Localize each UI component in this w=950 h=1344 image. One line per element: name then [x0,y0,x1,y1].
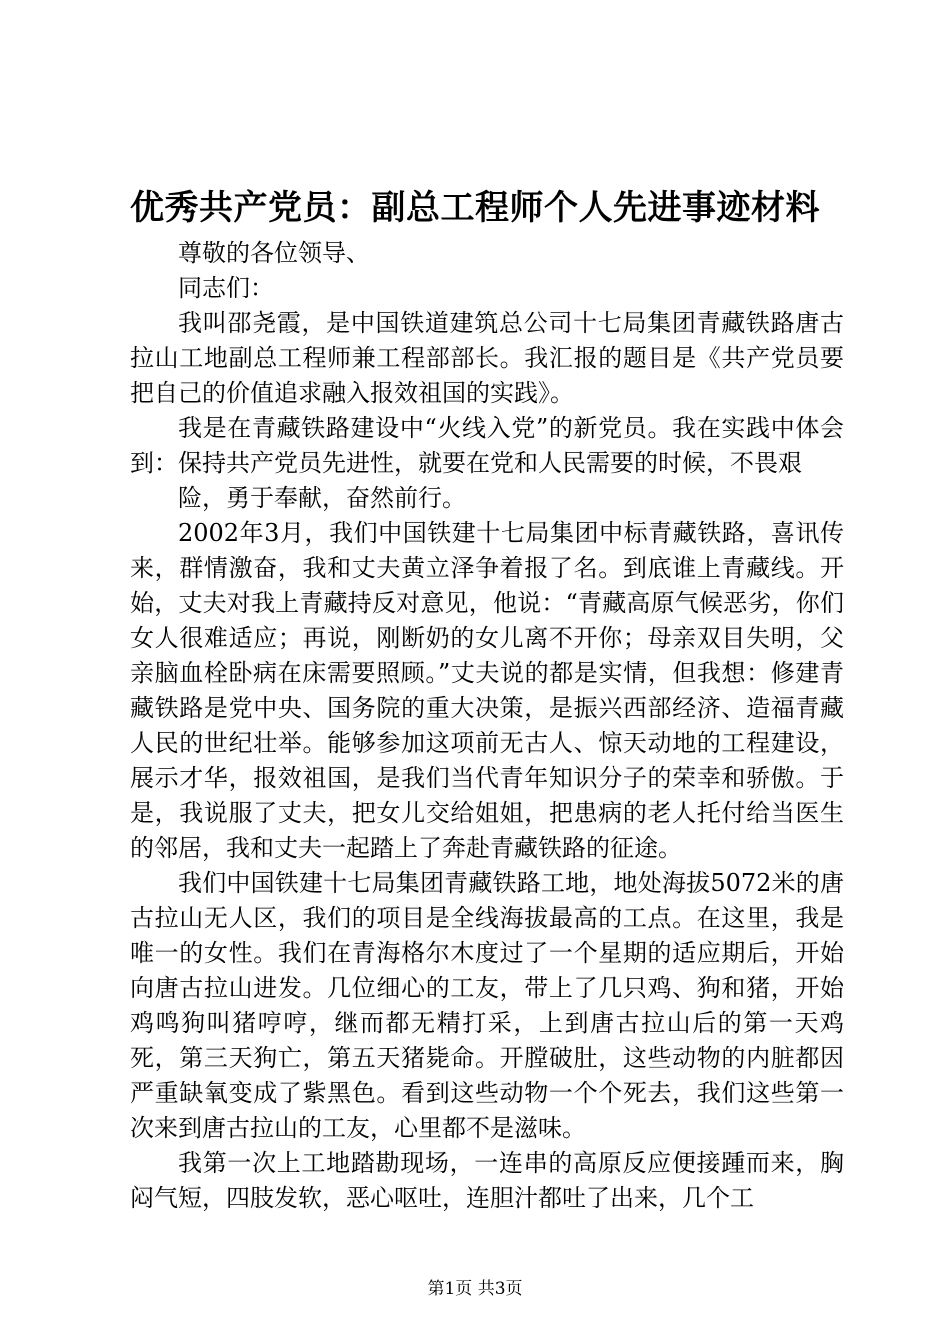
paragraph-party-member: 我是在青藏铁路建设中“火线入党”的新党员。我在实践中体会到：保持共产党员先进性，就要在党和人民需要的时候，不畏艰 [130,414,844,477]
paragraph-salutation-2: 同志们： [178,274,274,302]
paragraph-worksite: 我们中国铁建十七局集团青藏铁路工地，地处海拔5072米的唐古拉山无人区，我们的项目是全线海拔最高的工点。在这里，我是唯一的女性。我们在青海格尔木度过了一个星期的适应期后，开始向唐古拉山进发。几位细心的工友，带上了几只鸡、狗和猪，开始鸡鸣狗叫猪哼哼，继而都无精打采，上到唐古拉山后的第一天鸡死，第三天狗亡，第五天猪毙命。开膛破肚，这些动物的内脏都因严重缺氧变成了紫黑色。看到这些动物一个个死去，我们这些第一次来到唐古拉山的工友，心里都不是滋味。 [130,869,844,1142]
paragraph-introduction: 我叫邵尧霞，是中国铁道建筑总公司十七局集团青藏铁路唐古拉山工地副总工程师兼工程部部长。我汇报的题目是《共产党员要把自己的价值追求融入报效祖国的实践》。 [130,309,844,407]
paragraph-2002: 2002年3月，我们中国铁建十七局集团中标青藏铁路，喜讯传来，群情激奋，我和丈夫黄立泽争着报了名。到底谁上青藏线。开始，丈夫对我上青藏持反对意见，他说：“青藏高原气候恶劣，你们女人很难适应；再说，刚断奶的女儿离不开你；母亲双目失明，父亲脑血栓卧病在床需要照顾。”丈夫说的都是实情，但我想：修建青藏铁路是党中央、国务院的重大决策，是振兴西部经济、造福青藏人民的世纪壮举。能够参加这项前无古人、惊天动地的工程建设，展示才华，报效祖国，是我们当代青年知识分子的荣幸和骄傲。于是，我说服了丈夫，把女儿交给姐姐，把患病的老人托付给当医生的邻居，我和丈夫一起踏上了奔赴青藏铁路的征途。 [130,519,844,862]
paragraph-first-survey: 我第一次上工地踏勘现场，一连串的高原反应便接踵而来，胸闷气短，四肢发软，恶心呕吐，连胆汁都吐了出来，几个工 [130,1149,844,1212]
document-title: 优秀共产党员：副总工程师个人先进事迹材料 [130,188,820,228]
page-footer: 第1页 共3页 [427,1279,523,1299]
document-body [130,236,844,1216]
paragraph-salutation-1: 尊敬的各位领导、 [178,239,370,267]
paragraph-party-member-cont: 险，勇于奉献，奋然前行。 [178,484,466,512]
